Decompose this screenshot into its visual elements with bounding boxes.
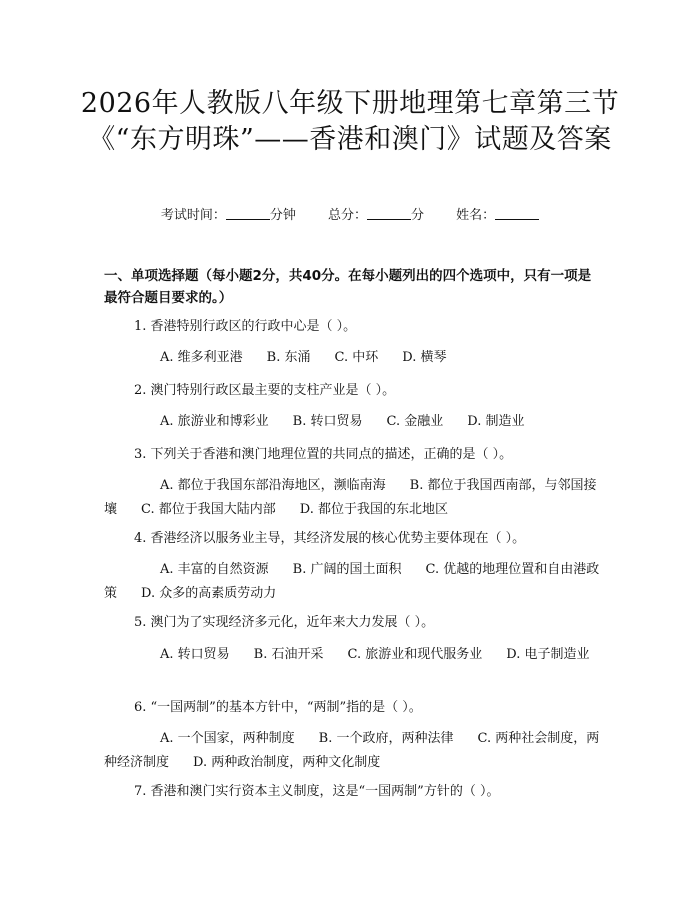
option: A. 丰富的自然资源 [160,562,269,577]
option: D. 都位于我国的东北地区 [299,502,448,517]
question-stem: 3. 下列关于香港和澳门地理位置的共同点的描述，正确的是（ ）。 [134,447,513,462]
name-blank [495,207,539,220]
question-stem: 2. 澳门特别行政区最主要的支柱产业是（ ）。 [134,383,396,398]
question-options [104,474,604,522]
score-unit: 分 [411,208,425,223]
exam-time [161,207,296,225]
option: B. 东涌 [266,350,311,365]
question-stem: 6. “一国两制”的基本方针中，“两制”指的是（ ）。 [134,700,422,715]
question-options [104,643,604,667]
option: C. 优越的地理位置和自由港政策 [104,562,600,601]
score-label: 总分： [327,208,367,223]
question-stem: 1. 香港特别行政区的行政中心是（ ）。 [134,319,357,334]
option: B. 转口贸易 [292,414,363,429]
option: D. 制造业 [467,414,525,429]
option: A. 转口贸易 [160,647,230,662]
option: A. 一个国家，两种制度 [160,731,295,746]
student-name [456,207,539,225]
option: D. 电子制造业 [506,647,590,662]
question-stem: 5. 澳门为了实现经济多元化，近年来大力发展（ ）。 [134,615,435,630]
option: B. 广阔的国土面积 [292,562,402,577]
option: B. 石油开采 [253,647,324,662]
question-stem: 7. 香港和澳门实行资本主义制度，这是“一国两制”方针的（ ）。 [134,784,500,799]
option: C. 都位于我国大陆内部 [141,502,276,517]
option: A. 都位于我国东部沿海地区，濒临南海 [160,478,386,493]
exam-meta [0,207,700,225]
time-unit: 分钟 [269,208,296,223]
total-score [328,207,424,225]
score-blank [367,207,411,220]
option: B. 都位于我国西南部，与邻国接壤 [104,478,597,517]
option: C. 金融业 [386,414,444,429]
question-stem: 4. 香港经济以服务业主导，其经济发展的核心优势主要体现在（ ）。 [134,531,526,546]
option: C. 中环 [334,350,379,365]
question-options [104,410,604,434]
option: D. 两种政治制度，两种文化制度 [193,755,381,770]
question-options [104,346,604,370]
option: D. 众多的高素质劳动力 [141,586,277,601]
time-blank [226,207,270,220]
section-heading: 一、单项选择题（每小题2分，共40分。在每小题列出的四个选项中，只有一项是最符合题目要求的。） [104,268,592,306]
option: A. 旅游业和博彩业 [160,414,269,429]
document-title: 2026年人教版八年级下册地理第七章第三节《“东方明珠”——香港和澳门》试题及答案 [80,88,620,155]
option: A. 维多利亚港 [160,350,243,365]
option: C. 旅游业和现代服务业 [347,647,483,662]
time-label: 考试时间： [160,208,226,223]
option: B. 一个政府，两种法律 [318,731,454,746]
option: D. 横琴 [402,350,447,365]
name-label: 姓名： [456,208,496,223]
question-options [104,727,604,775]
question-options [104,558,604,606]
option: C. 两种社会制度，两种经济制度 [104,731,600,770]
